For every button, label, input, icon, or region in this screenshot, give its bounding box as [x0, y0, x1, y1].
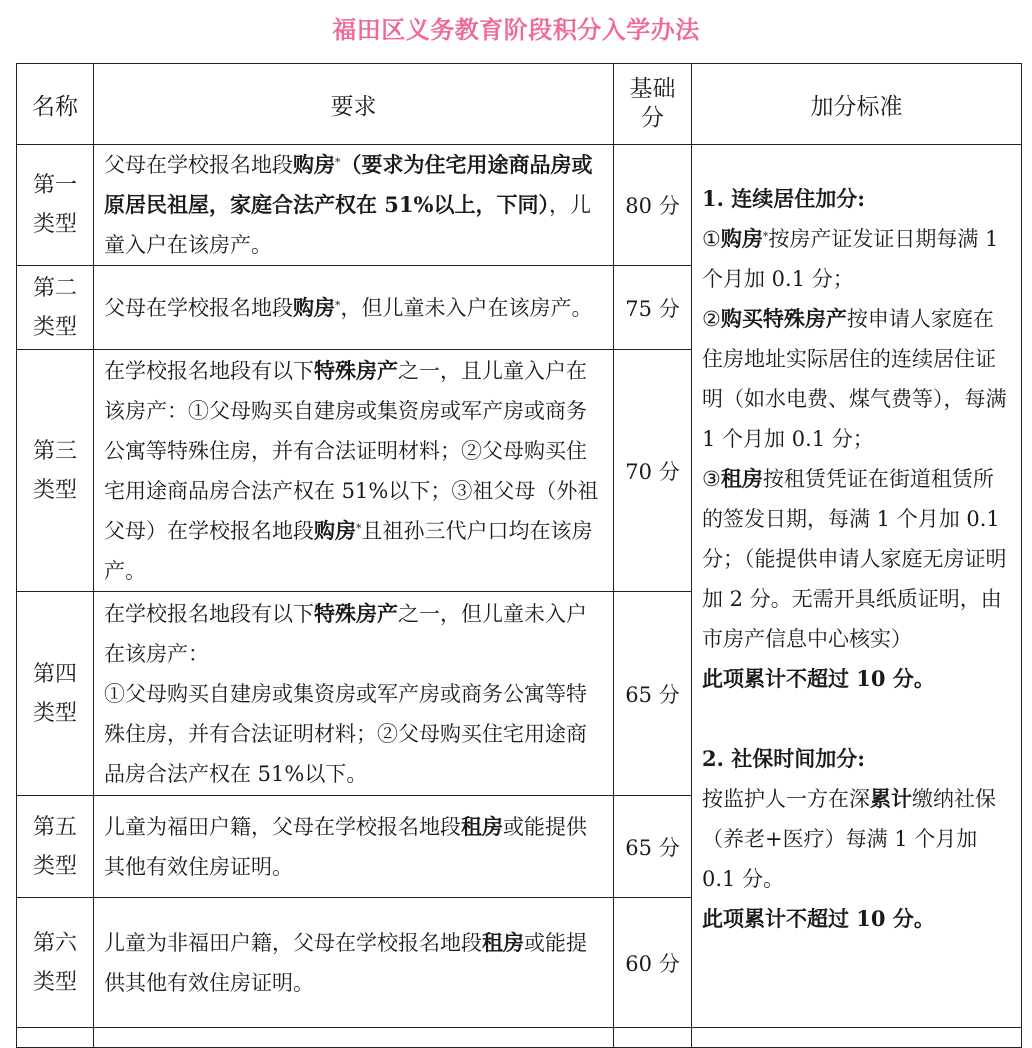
header-base-line1: 基础: [629, 76, 676, 102]
bold-text: 购买特殊房产: [720, 306, 847, 331]
table-row: [17, 145, 1022, 266]
bold-text: 此项累计不超过 10 分。: [702, 666, 935, 691]
bold-text: 购房: [293, 294, 335, 320]
row-name: [17, 592, 94, 796]
header-base-score: [614, 64, 692, 145]
bold-text: 租房: [461, 813, 503, 839]
row-requirement: [94, 898, 614, 1028]
row-name-line2: 类型: [32, 853, 77, 879]
row-name-line1: 第六: [32, 930, 77, 956]
text-segment: 按监护人一方在深: [702, 787, 870, 811]
row-score: 65 分: [614, 796, 692, 898]
row-requirement: [94, 266, 614, 350]
footnote-marker: *: [335, 156, 341, 169]
bold-text: 1. 连续居住加分:: [702, 186, 865, 211]
row-requirement: [94, 350, 614, 592]
text-segment: ①父母购买自建房或集资房或军产房或商务公寓等特殊住房，并有合法证明材料；②父母购买住宅用途商品房合法产权在 51%以下。: [104, 681, 587, 786]
header-base-line2: 分: [641, 105, 664, 131]
bold-text: 租房: [482, 929, 524, 955]
text-segment: 或能提供其他有效住房证明。: [104, 814, 587, 879]
text-segment: 且祖孙三代户口均在该房产。: [104, 518, 593, 583]
empty-cell: [692, 1028, 1022, 1048]
row-name-line2: 类型: [32, 212, 77, 237]
text-segment: 或能提供其他有效住房证明。: [104, 930, 587, 995]
admission-points-table: [16, 63, 1022, 1048]
empty-cell: [614, 1028, 692, 1048]
bonus-criteria: [692, 145, 1022, 1028]
row-requirement: [94, 145, 614, 266]
row-score: 75 分: [614, 266, 692, 350]
header-requirement: 要求: [94, 64, 614, 145]
header-name: 名称: [17, 64, 94, 145]
bold-text: 租房: [720, 466, 763, 491]
footnote-marker: *: [335, 298, 341, 312]
row-name: [17, 145, 94, 266]
bold-text: 购房: [314, 517, 356, 543]
row-requirement: [94, 796, 614, 898]
row-name-line2: 类型: [32, 477, 77, 503]
text-segment: 之一，且儿童入户在该房产：①父母购买自建房或集资房或军产房或商务公寓等特殊住房，并有合法证明材料；②父母购买住宅用途商品房合法产权在 51%以下；③祖父母（外祖父母）在学校报名地段: [104, 358, 599, 543]
text-segment: ③: [702, 467, 721, 491]
table-row-partial: [17, 1028, 1022, 1048]
text-segment: ①: [702, 227, 721, 251]
text-segment: 儿童为非福田户籍，父母在学校报名地段: [104, 930, 482, 955]
text-segment: 缴纳社保（养老+医疗）每满 1 个月加 0.1 分。: [702, 787, 996, 891]
row-name-line1: 第一: [32, 173, 77, 198]
row-score: 80 分: [614, 145, 692, 266]
row-name-line1: 第三: [32, 438, 77, 464]
text-segment: 在学校报名地段有以下: [104, 601, 314, 626]
text-segment: ，但儿童未入户在该房产。: [340, 295, 593, 320]
header-bonus: 加分标准: [692, 64, 1022, 145]
text-segment: 按房产证发证日期每满 1 个月加 0.1 分；: [702, 227, 999, 291]
bold-text: 此项累计不超过 10 分。: [702, 906, 935, 931]
row-name-line2: 类型: [32, 969, 77, 995]
row-name: [17, 266, 94, 350]
text-segment: ②: [702, 307, 721, 331]
page-title: 福田区义务教育阶段积分入学办法: [332, 16, 700, 44]
bold-text: 2. 社保时间加分:: [702, 746, 865, 771]
row-name-line1: 第二: [32, 275, 77, 301]
text-segment: 在学校报名地段有以下: [104, 358, 314, 383]
row-score: 60 分: [614, 898, 692, 1028]
row-requirement: [94, 592, 614, 796]
empty-cell: [94, 1028, 614, 1048]
bold-text: 累计: [870, 786, 912, 811]
text-segment: 儿童为福田户籍，父母在学校报名地段: [104, 814, 461, 839]
text-segment: 之一，但儿童未入户在该房产：: [104, 601, 587, 666]
row-name-line1: 第五: [32, 814, 77, 840]
bold-text: 特殊房产: [314, 600, 398, 626]
row-name: [17, 350, 94, 592]
text-segment: 按申请人家庭在住房地址实际居住的连续居住证明（如水电费、煤气费等），每满 1 个月加 0.1 分；: [702, 307, 1007, 451]
row-name-line1: 第四: [32, 661, 77, 687]
header-row: [17, 64, 1022, 145]
text-segment: 父母在学校报名地段: [104, 153, 293, 177]
empty-cell: [17, 1028, 94, 1048]
text-segment: ，儿童入户在该房产。: [104, 193, 591, 257]
text-segment: 父母在学校报名地段: [104, 295, 293, 320]
row-name: [17, 898, 94, 1028]
row-score: 70 分: [614, 350, 692, 592]
text-segment: 按租赁凭证在街道租赁所的签发日期，每满 1 个月加 0.1 分；（能提供申请人家庭无房证明加 2 分。无需开具纸质证明，由市房产信息中心核实）: [702, 467, 1007, 651]
row-score: 65 分: [614, 592, 692, 796]
row-name-line2: 类型: [32, 314, 77, 340]
bold-text: （要求为住宅用途商品房或原居民祖屋，家庭合法产权在 51%以上，下同）: [104, 152, 593, 217]
row-name: [17, 796, 94, 898]
bold-text: 特殊房产: [314, 357, 398, 383]
spacer: [702, 699, 1013, 739]
row-name-line2: 类型: [32, 700, 77, 726]
bold-text: 购房: [293, 152, 335, 177]
footnote-marker: *: [356, 521, 362, 535]
footnote-marker: *: [762, 230, 769, 243]
bold-text: 购房: [720, 226, 763, 251]
